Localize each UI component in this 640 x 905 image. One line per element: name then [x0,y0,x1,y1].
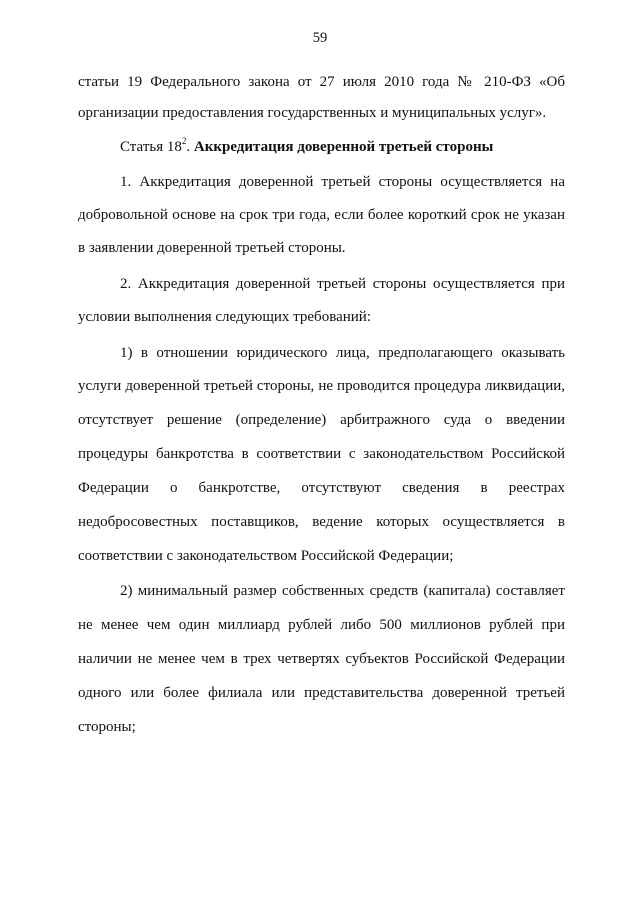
text-line: не менее чем один миллиард рублей либо 500 миллионов рублей при [78,617,565,633]
text-line: статьи 19 Федерального закона от 27 июля 2010 года № 210-ФЗ «Об [78,74,565,90]
text-line: 1. Аккредитация доверенной третьей стороны осуществляется на [120,174,565,190]
text-line: услуги доверенной третьей стороны, не проводится процедура ликвидации, [78,378,565,394]
text-line: стороны; [78,719,136,735]
page-number: 59 [312,30,328,46]
text-line: 2. Аккредитация доверенной третьей стороны осуществляется при [120,276,565,292]
text-line: организации предоставления государственных и муниципальных услуг». [78,105,547,121]
article-separator: . [186,139,194,155]
article-number: Статья 18 [120,139,182,155]
text-line: добровольной основе на срок три года, если более короткий срок не указан [78,207,565,223]
text-line: недобросовестных поставщиков, ведение которых осуществляется в [78,514,565,530]
text-line: условии выполнения следующих требований: [78,309,371,325]
text-line: Федерации о банкротстве, отсутствуют сведения в реестрах [78,480,565,496]
article-heading [78,137,565,157]
text-line: в заявлении доверенной третьей стороны. [78,240,346,256]
text-line: 2) минимальный размер собственных средств (капитала) составляет [120,583,565,599]
text-line: соответствии с законодательством Российской Федерации; [78,548,454,564]
text-line: одного или более филиала или представительства доверенной третьей [78,685,565,701]
text-line: процедуры банкротства в соответствии с законодательством Российской [78,446,565,462]
text-line: отсутствует решение (определение) арбитражного суда о введении [78,412,565,428]
article-title: Аккредитация доверенной третьей стороны [193,139,494,155]
text-line: наличии не менее чем в трех четвертях субъектов Российской Федерации [78,651,565,667]
text-line: 1) в отношении юридического лица, предполагающего оказывать [120,345,565,361]
article-superscript: 2 [181,136,187,146]
